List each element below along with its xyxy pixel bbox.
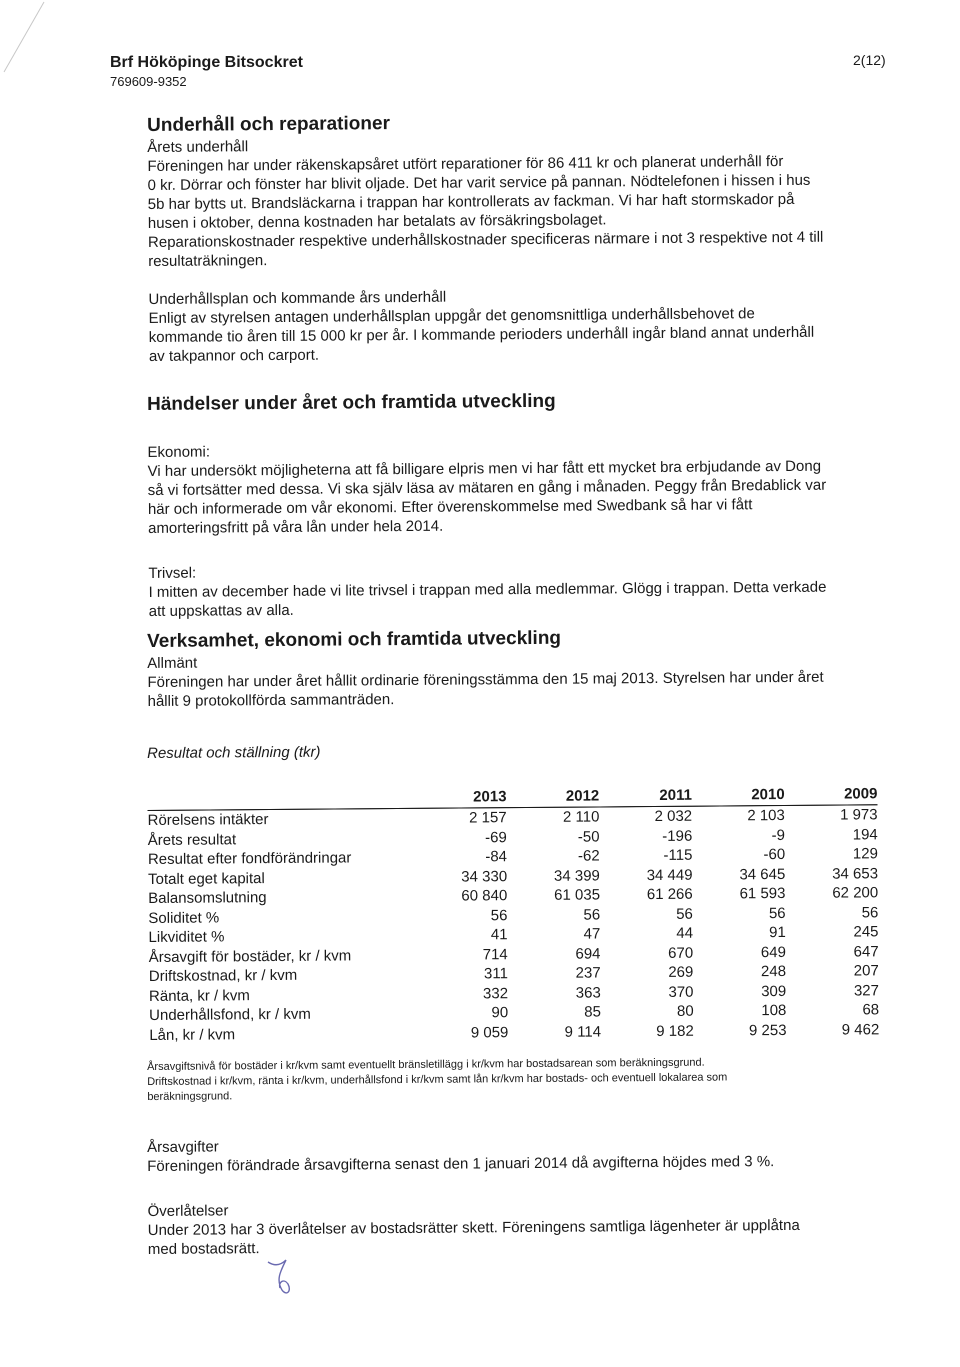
- row-value: 60 840: [461, 887, 508, 905]
- row-value: 85: [584, 1003, 601, 1021]
- organization-name: Brf Hököpinge Bitsockret: [110, 54, 303, 71]
- transfers-label: Överlåtelser: [147, 1202, 229, 1220]
- row-value: 248: [760, 962, 787, 981]
- row-value: 34 449: [646, 866, 693, 884]
- maintenance-line: 0 kr. Dörrar och fönster har blivit oljade. Det har varit service på pannan. Nödtelefonen i hissen i hus: [147, 171, 811, 194]
- row-label: Soliditet %: [148, 908, 220, 927]
- row-label: Resultat efter fondförändringar: [147, 849, 352, 868]
- row-value: 62 200: [832, 884, 879, 902]
- row-value: 332: [482, 984, 509, 1002]
- row-value: 108: [761, 1001, 787, 1020]
- row-value: 327: [853, 981, 880, 999]
- wellbeing-line: att uppskattas av alla.: [148, 601, 294, 620]
- row-value: 269: [668, 963, 694, 981]
- row-value: -115: [663, 846, 693, 864]
- fees-text: Föreningen förändrade årsavgifterna senast den 1 januari 2014 då avgifterna höjdes med 3 %.: [147, 1153, 775, 1175]
- row-value: 47: [583, 925, 601, 943]
- row-label: Balansomslutning: [148, 889, 267, 907]
- row-label: Totalt eget kapital: [147, 869, 265, 888]
- row-value: 309: [761, 982, 787, 1000]
- table-footnotes: [147, 1054, 867, 1105]
- year-header: 2009: [785, 784, 878, 805]
- economy-line: amorteringsfritt på våra lån under hela 2014.: [147, 517, 444, 537]
- row-value: -50: [577, 827, 600, 846]
- maintenance-line: husen i oktober, denna kostnaden har betalats av försäkringsbolaget.: [147, 211, 607, 232]
- row-label: Likviditet %: [148, 928, 225, 946]
- maintenance-plan-line: Enligt av styrelsen antagen underhållsplan uppgår det genomsnittliga underhållsbehovet de: [148, 305, 755, 327]
- row-label: Ränta, kr / kvm: [148, 986, 250, 1005]
- row-value: 245: [853, 923, 879, 941]
- row-value: 9 059: [470, 1023, 509, 1041]
- row-value: 34 645: [739, 865, 786, 883]
- general-line: Föreningen har under året hållit ordinarie föreningsstämma den 15 maj 2013. Styrelsen har under året: [147, 668, 824, 691]
- row-label: Driftskostnad, kr / kvm: [148, 966, 298, 985]
- row-value: 714: [482, 945, 508, 963]
- year-header: 2010: [692, 785, 785, 806]
- fees-label: Årsavgifter: [147, 1138, 219, 1156]
- economy-line: här och informerade om vår ekonomi. Efter överenskommelse med Swedbank så har vi fått: [147, 496, 753, 518]
- row-value: -196: [662, 827, 693, 845]
- row-value: 129: [852, 845, 878, 863]
- row-value: 34 653: [832, 864, 879, 883]
- row-value: 2 110: [562, 808, 600, 826]
- row-value: 90: [491, 1004, 509, 1022]
- economy-line: så vi fortsätter med dessa. Vi ska själv läsa av mätaren en gång i månaden. Peggy från Bredablick var: [147, 476, 827, 499]
- row-value: 56: [490, 906, 508, 924]
- general-line: hållit 9 protokollförda sammanträden.: [147, 691, 395, 710]
- row-value: 9 462: [841, 1020, 880, 1039]
- row-value: 44: [676, 924, 694, 942]
- row-value: 34 399: [553, 866, 600, 885]
- row-value: 41: [490, 926, 508, 944]
- row-value: 34 330: [461, 867, 508, 886]
- handwritten-initials: [262, 1252, 302, 1300]
- row-value: 207: [853, 962, 879, 980]
- row-value: 9 182: [656, 1022, 694, 1040]
- row-value: -62: [577, 847, 600, 865]
- row-value: 9 253: [748, 1021, 787, 1039]
- row-value: 56: [583, 905, 601, 924]
- row-value: 56: [861, 903, 879, 921]
- fees-transfers-section: [147, 1132, 878, 1259]
- row-value: 56: [676, 905, 693, 923]
- transfers-line: Under 2013 har 3 överlåtelser av bostadsrätter skett. Föreningens samtliga lägenheter är upplåtna: [147, 1216, 800, 1239]
- maintenance-section: [147, 108, 879, 366]
- wellbeing-label: Trivsel:: [148, 564, 197, 582]
- results-table-title: Resultat och ställning (tkr): [147, 743, 321, 762]
- year-header: 2013: [414, 787, 507, 808]
- row-value: 363: [575, 983, 601, 1002]
- row-value: 9 114: [564, 1022, 602, 1041]
- year-header: 2012: [506, 786, 599, 807]
- results-table: [147, 784, 879, 1045]
- organization-number: 769609-9352: [110, 74, 187, 89]
- row-value: -9: [771, 826, 786, 844]
- economy-line: Vi har undersökt möjligheterna att få billigare elpris men vi har fått ett mycket bra erbjudande av Dong: [147, 457, 822, 480]
- row-value: 194: [852, 825, 878, 843]
- row-value: 237: [575, 964, 601, 982]
- transfers-line: med bostadsrätt.: [147, 1240, 260, 1258]
- footnote-line: beräkningsgrund.: [147, 1090, 233, 1103]
- table-header-empty: [147, 788, 413, 811]
- year-header: 2011: [599, 786, 692, 807]
- maintenance-heading: Underhåll och reparationer: [147, 113, 391, 136]
- row-value: 670: [668, 944, 694, 962]
- row-value: 2 157: [469, 809, 507, 827]
- wellbeing-line: I mitten av december hade vi lite trivsel i trappan med alla medlemmar. Glögg i trappan. Detta verkade: [148, 578, 827, 601]
- scan-corner-mark: [0, 0, 60, 80]
- row-value: -69: [485, 828, 507, 846]
- row-label: Underhållsfond, kr / kvm: [149, 1005, 311, 1024]
- row-value: 80: [676, 1002, 694, 1020]
- row-value: 61 266: [646, 885, 693, 904]
- row-label: Lån, kr / kvm: [149, 1025, 236, 1044]
- row-value: 370: [668, 983, 694, 1001]
- row-value: 2 032: [654, 807, 693, 826]
- results-table-section: [147, 738, 879, 1045]
- row-value: 56: [768, 904, 786, 922]
- operations-heading: Verksamhet, ekonomi och framtida utveckling: [147, 627, 562, 652]
- row-value: 649: [760, 943, 786, 961]
- footnote-line: Årsavgiftsnivå för bostäder i kr/kvm samt eventuellt bränsletillägg i kr/kvm har bostadsarean som beräkningsgrund.: [147, 1056, 705, 1073]
- row-value: 2 103: [747, 806, 785, 825]
- economy-label: Ekonomi:: [147, 443, 211, 461]
- events-section: [147, 387, 879, 621]
- maintenance-line: Reparationskostnader respektive underhållskostnader specificeras närmare i not 3 respektive not 4 till: [147, 228, 824, 251]
- footnote-line: Driftskostnad i kr/kvm, ränta i kr/kvm, underhållsfond i kr/kvm samt lån kr/kvm har bostads- och eventuell lokalarea som: [147, 1071, 728, 1088]
- page-number: 2(12): [853, 52, 886, 68]
- maintenance-line: 5b har bytts ut. Brandsläckarna i trappan har kontrollerats av fackman. Vi har haft stormskador på: [147, 190, 795, 213]
- row-value: 311: [483, 965, 508, 983]
- row-value: 647: [853, 942, 879, 960]
- row-label: Årets resultat: [147, 830, 237, 849]
- row-label: Årsavgift för bostäder, kr / kvm: [148, 946, 352, 966]
- row-value: 61 035: [554, 886, 601, 904]
- maintenance-plan-line: av takpannor och carport.: [148, 346, 320, 365]
- row-value: 694: [575, 944, 601, 963]
- row-value: -84: [485, 848, 508, 866]
- row-value: 68: [862, 1001, 880, 1019]
- row-value: -60: [763, 845, 786, 864]
- row-value: 1 973: [839, 806, 878, 824]
- maintenance-line: Föreningen har under räkenskapsåret utfört reparationer för 86 411 kr och planerat underhåll för: [147, 153, 784, 175]
- row-value: 61 593: [739, 884, 786, 903]
- row-label: Rörelsens intäkter: [147, 811, 269, 829]
- maintenance-plan-line: kommande tio åren till 15 000 kr per år. I kommande perioders underhåll ingår bland annat underhåll: [148, 323, 815, 346]
- general-label: Allmänt: [147, 654, 198, 672]
- maintenance-subheading: Årets underhåll: [147, 138, 249, 156]
- maintenance-plan-heading: Underhållsplan och kommande års underhåll: [148, 288, 447, 308]
- events-heading: Händelser under året och framtida utveckling: [147, 390, 556, 415]
- operations-section: [147, 624, 878, 711]
- row-value: 91: [768, 923, 786, 942]
- maintenance-line: resultaträkningen.: [148, 252, 268, 270]
